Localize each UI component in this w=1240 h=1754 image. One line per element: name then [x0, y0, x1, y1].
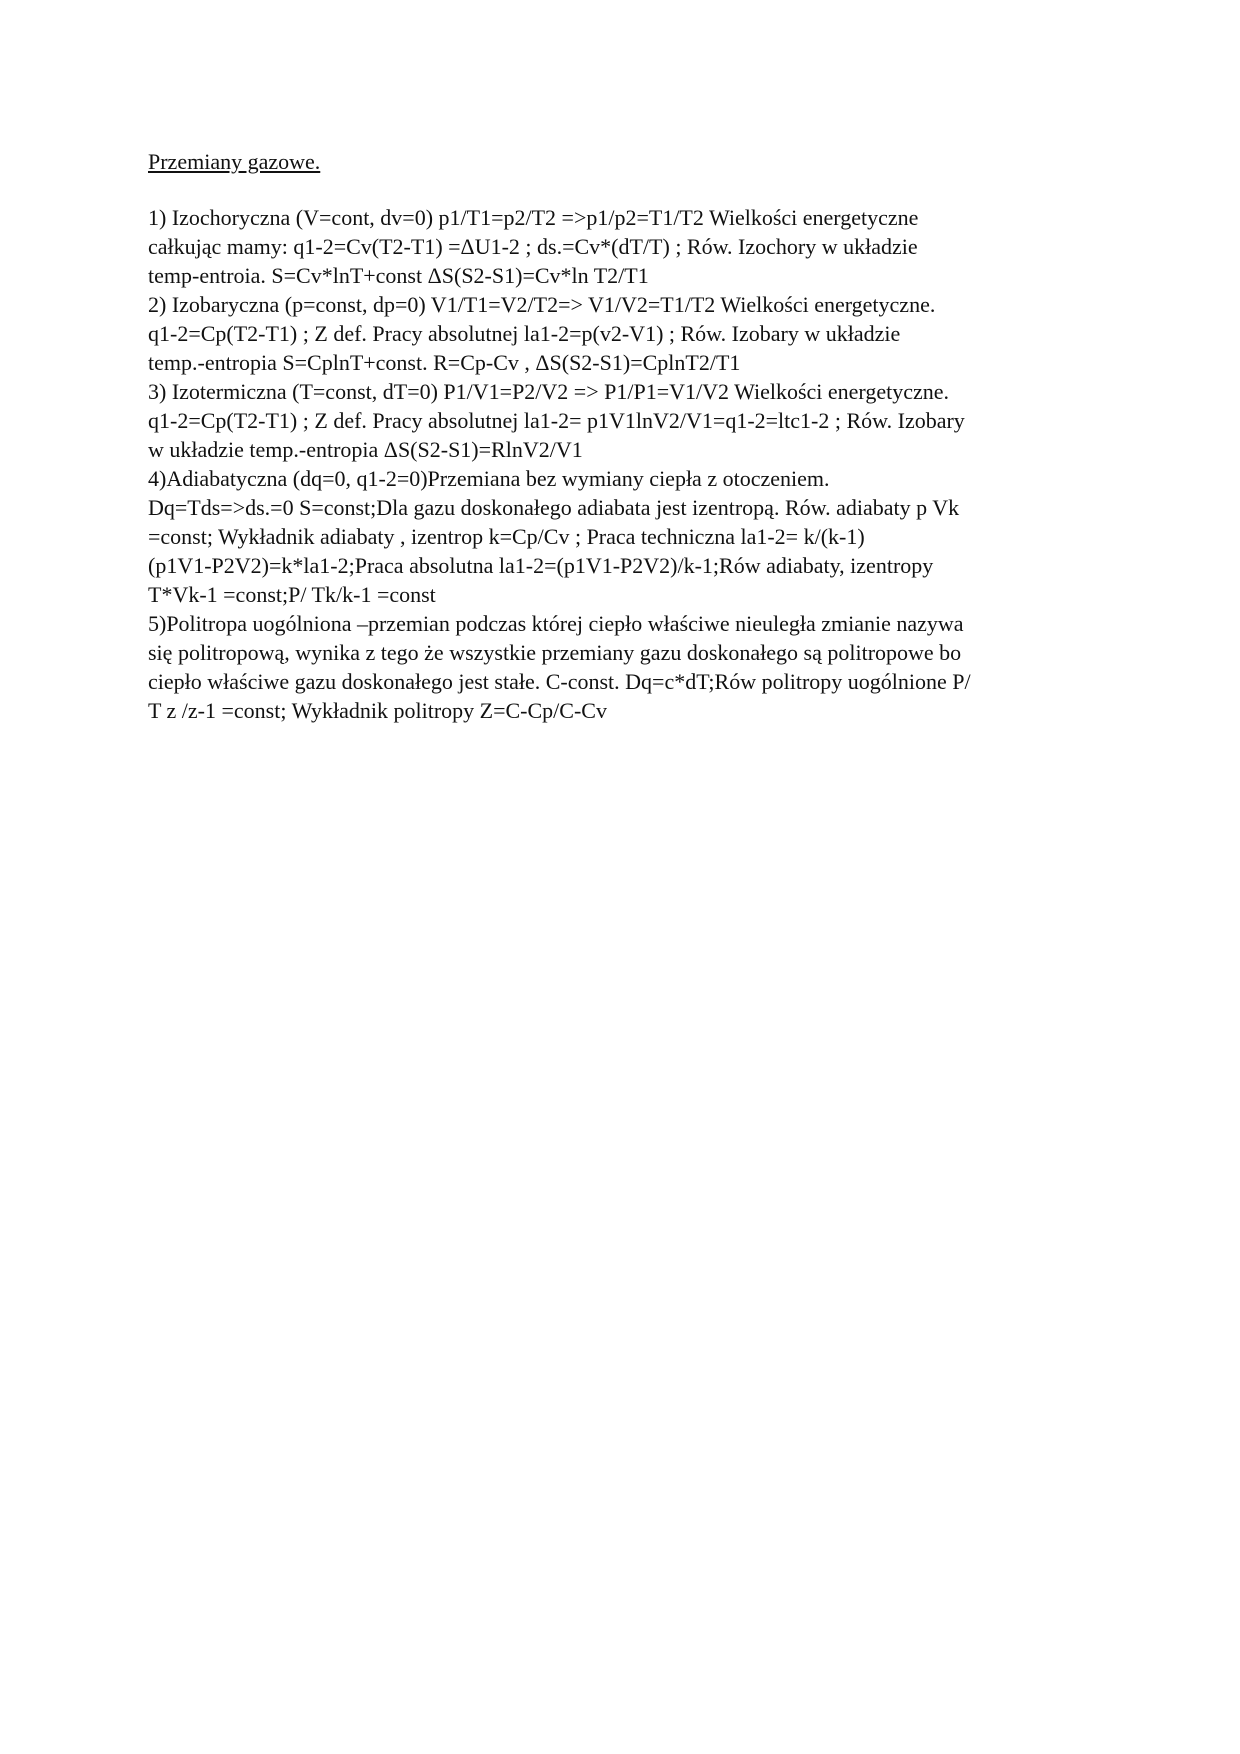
text-line: T z /z-1 =const; Wykładnik politropy Z=C-Cp/C-Cv [148, 698, 607, 723]
text-line: =const; Wykładnik adiabaty , izentrop k=Cp/Cv ; Praca techniczna la1-2= k/(k-1) [148, 524, 865, 549]
text-line: T*Vk-1 =const;P/ Tk/k-1 =const [148, 582, 436, 607]
text-line: całkując mamy: q1-2=Cv(T2-T1) =ΔU1-2 ; ds.=Cv*(dT/T) ; Rów. Izochory w układzie [148, 234, 918, 259]
text-line: (p1V1-P2V2)=k*la1-2;Praca absolutna la1-2=(p1V1-P2V2)/k-1;Rów adiabaty, izentropy [148, 553, 934, 578]
text-line: 5)Politropa uogólniona –przemian podczas której ciepło właściwe nieuległa zmianie nazywa [148, 611, 964, 636]
text-line: się politropową, wynika z tego że wszystkie przemiany gazu doskonałego są politropowe bo [148, 640, 962, 665]
text-line: w układzie temp.-entropia ΔS(S2-S1)=RlnV2/V1 [148, 437, 583, 462]
document-content [148, 147, 1088, 725]
text-line: q1-2=Cp(T2-T1) ; Z def. Pracy absolutnej la1-2=p(v2-V1) ; Rów. Izobary w układzie [148, 321, 901, 346]
text-line: 4)Adiabatyczna (dq=0, q1-2=0)Przemiana bez wymiany ciepła z otoczeniem. [148, 466, 830, 491]
text-line: 2) Izobaryczna (p=const, dp=0) V1/T1=V2/T2=> V1/V2=T1/T2 Wielkości energetyczne. [148, 292, 936, 317]
text-line: 1) Izochoryczna (V=cont, dv=0) p1/T1=p2/T2 =>p1/p2=T1/T2 Wielkości energetyczne [148, 205, 919, 230]
text-line: 3) Izotermiczna (T=const, dT=0) P1/V1=P2/V2 => P1/P1=V1/V2 Wielkości energetyczne. [148, 379, 950, 404]
text-line: ciepło właściwe gazu doskonałego jest stałe. C-const. Dq=c*dT;Rów politropy uogólnione P/ [148, 669, 971, 694]
text-line: q1-2=Cp(T2-T1) ; Z def. Pracy absolutnej la1-2= p1V1lnV2/V1=q1-2=ltc1-2 ; Rów. Izobary [148, 408, 965, 433]
text-line: temp.-entropia S=CplnT+const. R=Cp-Cv , ΔS(S2-S1)=CplnT2/T1 [148, 350, 741, 375]
document-body [148, 203, 1088, 725]
text-line: temp-entroia. S=Cv*lnT+const ΔS(S2-S1)=Cv*ln T2/T1 [148, 263, 649, 288]
document-title: Przemiany gazowe. [148, 149, 321, 174]
text-line: Dq=Tds=>ds.=0 S=const;Dla gazu doskonałego adiabata jest izentropą. Rów. adiabaty p Vk [148, 495, 960, 520]
